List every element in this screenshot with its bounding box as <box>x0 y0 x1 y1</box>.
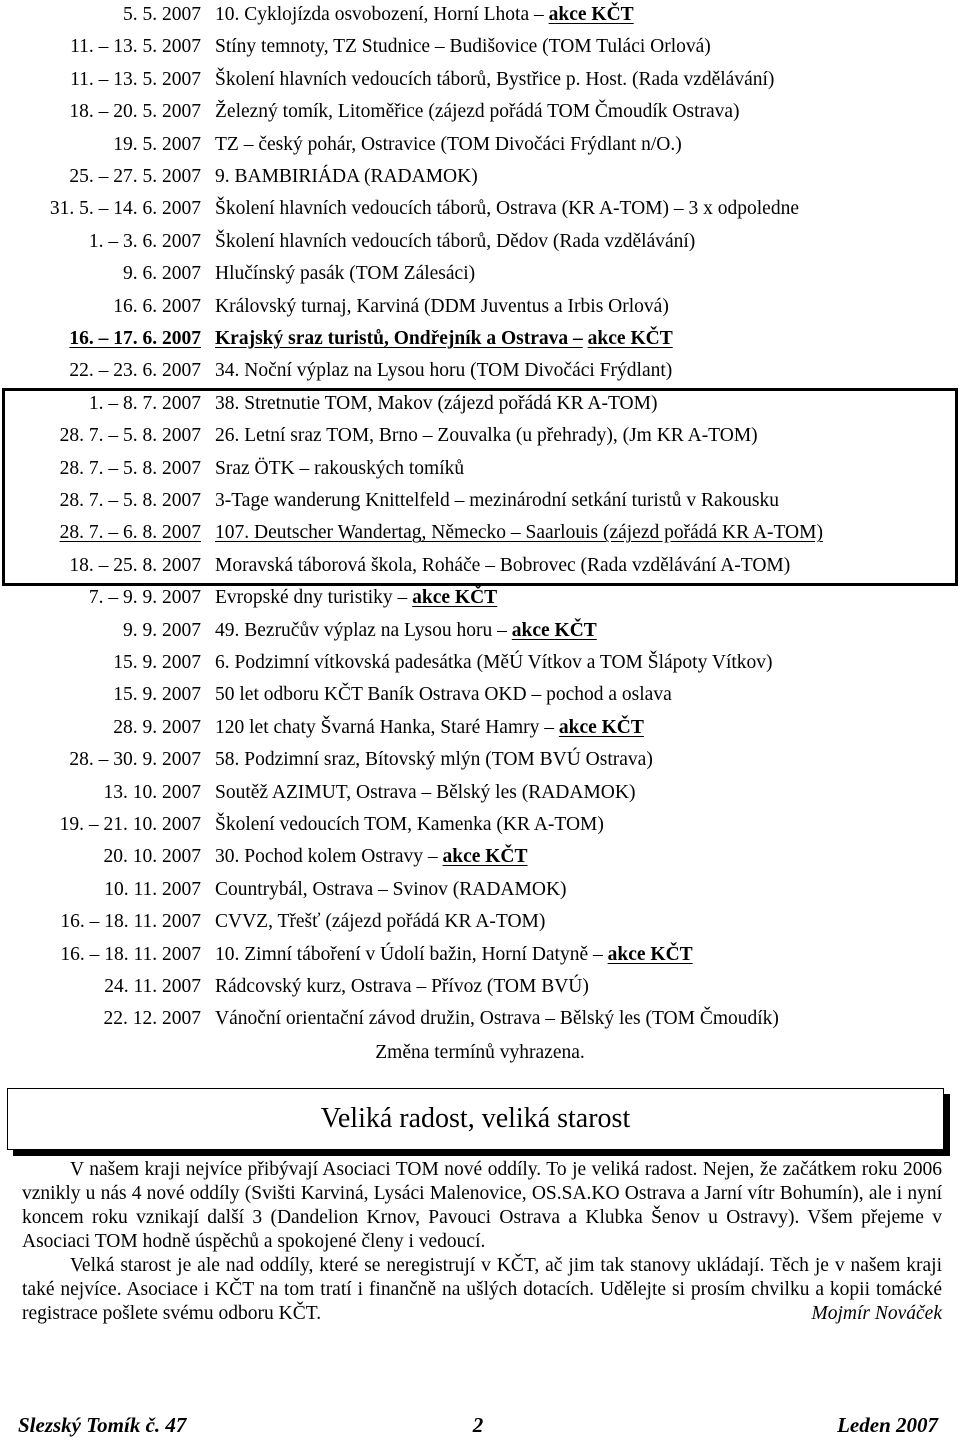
kct-event-tag: akce KČT <box>587 328 673 349</box>
event-row <box>0 0 960 30</box>
event-description <box>215 713 644 743</box>
page-number: 2 <box>472 1413 484 1437</box>
event-row <box>0 810 960 840</box>
event-date: 9. 6. 2007 <box>123 263 201 285</box>
event-date: 19. 5. 2007 <box>113 133 201 155</box>
event-row <box>0 259 960 289</box>
event-text: Stíny temnoty, TZ Studnice – Budišovice (TOM Tuláci Orlová) <box>215 36 711 58</box>
event-description <box>215 194 799 224</box>
event-date: 28. 7. – 5. 8. 2007 <box>59 425 201 447</box>
event-date: 1. – 8. 7. 2007 <box>88 392 201 414</box>
event-row <box>0 65 960 95</box>
event-text: Vánoční orientační závod družin, Ostrava – Bělský les (TOM Čmoudík) <box>215 1008 779 1030</box>
event-description <box>215 842 528 872</box>
event-description <box>215 130 682 160</box>
event-text: Moravská táborová škola, Roháče – Bobrovec (Rada vzdělávání A-TOM) <box>215 554 791 576</box>
event-row <box>0 356 960 386</box>
event-date: 16. – 17. 6. 2007 <box>69 328 201 349</box>
event-description <box>215 32 711 62</box>
event-text: Sraz ÖTK – rakouských tomíků <box>215 457 465 479</box>
event-description <box>215 875 567 905</box>
event-row <box>0 972 960 1002</box>
article-paragraph-text: Velká starost je ale nad oddíly, které se neregistrují v KČT, ač jim tak stanovy ukládají. Těch je v našem kraji také nejvíce. Asociace i KČT na tom tratí i finančně na ušlých dotacích. Udělejte si prosím chvilku a kopii tomácké registrace pošlete svému odboru KČT. <box>22 1255 942 1324</box>
event-date: 28. – 30. 9. 2007 <box>69 749 201 771</box>
event-text: 6. Podzimní vítkovská padesátka (MěÚ Vítkov a TOM Šlápoty Vítkov) <box>215 652 773 673</box>
event-text: TZ – český pohár, Ostravice (TOM Divočáci Frýdlant n/O.) <box>215 133 682 155</box>
event-description <box>215 259 475 289</box>
event-description <box>215 356 672 386</box>
event-text: 107. Deutscher Wandertag, Německo – Saarlouis (zájezd pořádá KR A-TOM) <box>215 522 823 544</box>
event-row <box>0 324 960 354</box>
event-text: 120 let chaty Švarná Hanka, Staré Hamry – <box>215 716 554 738</box>
event-row <box>0 940 960 970</box>
event-description <box>215 162 478 192</box>
event-date: 22. – 23. 6. 2007 <box>69 360 201 382</box>
event-text: 38. Stretnutie TOM, Makov (zájezd pořádá KR A-TOM) <box>215 392 658 414</box>
event-date: 13. 10. 2007 <box>103 781 201 803</box>
event-date: 1. – 3. 6. 2007 <box>88 230 201 252</box>
event-description <box>215 292 669 322</box>
event-date: 9. 9. 2007 <box>123 619 201 641</box>
event-row <box>0 778 960 808</box>
event-row <box>0 32 960 62</box>
event-date: 10. 11. 2007 <box>104 878 201 900</box>
event-date: 28. 7. – 5. 8. 2007 <box>59 457 201 479</box>
article-paragraph: V našem kraji nejvíce přibývají Asociaci TOM nové oddíly. To je veliká radost. Nejen, že začátkem roku 2006 vznikly u nás 4 nové oddíly (Svišti Karviná, Lysáci Malenovice, OS.SA.KO Ostrava a Jarní vítr Bohumín), ale i nyní koncem roku vznikají další 3 (Dandelion Krnov, Pavouci Ostrava a Klubka Šenov u Ostravy). Všem přejeme v Asociaci TOM hodně úspěchů a spokojené členy i vedoucí. <box>22 1159 942 1252</box>
event-date: 18. – 20. 5. 2007 <box>69 101 201 123</box>
event-text: Krajský sraz turistů, Ondřejník a Ostrava – <box>215 328 583 349</box>
event-description <box>215 65 774 95</box>
kct-event-tag: akce KČT <box>548 4 634 25</box>
event-text: Školení hlavních vedoucích táborů, Bystřice p. Host. (Rada vzdělávání) <box>215 68 775 90</box>
event-text: Školení hlavních vedoucích táborů, Dědov (Rada vzdělávání) <box>215 230 696 252</box>
event-row <box>0 648 960 678</box>
event-date: 16. 6. 2007 <box>113 295 201 317</box>
event-text: Hlučínský pasák (TOM Zálesáci) <box>215 263 476 285</box>
event-row <box>0 162 960 192</box>
event-text: 50 let odboru KČT Baník Ostrava OKD – pochod a oslava <box>215 684 672 706</box>
event-date: 18. – 25. 8. 2007 <box>69 554 201 576</box>
event-date: 15. 9. 2007 <box>113 652 201 673</box>
event-description <box>215 648 773 678</box>
event-date: 16. – 18. 11. 2007 <box>60 943 201 965</box>
event-text: Rádcovský kurz, Ostrava – Přívoz (TOM BVÚ) <box>215 976 589 997</box>
event-description <box>215 1004 779 1034</box>
article-author: Mojmír Nováček <box>811 1303 942 1324</box>
event-row <box>0 1004 960 1034</box>
event-date: 24. 11. 2007 <box>104 976 201 997</box>
event-date: 28. 7. – 5. 8. 2007 <box>59 490 201 511</box>
event-date: 11. – 13. 5. 2007 <box>70 36 201 58</box>
event-date: 31. 5. – 14. 6. 2007 <box>49 198 201 220</box>
schedule-change-note: Změna termínů vyhrazena. <box>375 1042 585 1063</box>
summer-events-frame <box>2 388 958 586</box>
event-description <box>215 324 673 354</box>
event-row <box>0 194 960 224</box>
event-row <box>0 97 960 127</box>
event-text: Železný tomík, Litoměřice (zájezd pořádá TOM Čmoudík Ostrava) <box>215 101 740 123</box>
event-text: Školení hlavních vedoucích táborů, Ostrava (KR A-TOM) – 3 x odpoledne <box>215 198 799 220</box>
event-row <box>0 875 960 905</box>
event-date: 5. 5. 2007 <box>123 4 201 25</box>
event-row <box>0 745 960 775</box>
event-description <box>215 972 589 1002</box>
event-description <box>215 778 635 808</box>
magazine-issue: Slezský Tomík č. 47 <box>18 1413 187 1437</box>
event-row <box>0 842 960 872</box>
event-description <box>215 907 545 937</box>
event-text: CVVZ, Třešť (zájezd pořádá KR A-TOM) <box>215 911 546 933</box>
article-header-box <box>7 1088 944 1150</box>
event-description <box>215 940 693 970</box>
event-text: 3-Tage wanderung Knittelfeld – mezinárodní setkání turistů v Rakousku <box>215 490 779 511</box>
event-row <box>0 713 960 743</box>
event-text: Countrybál, Ostrava – Svinov (RADAMOK) <box>215 878 567 900</box>
event-date: 28. 7. – 6. 8. 2007 <box>59 522 201 544</box>
event-description <box>215 810 604 840</box>
event-date: 28. 9. 2007 <box>113 716 201 738</box>
event-text: 10. Zimní táboření v Údolí bažin, Horní Datyně – <box>215 943 603 965</box>
event-date: 22. 12. 2007 <box>103 1008 201 1030</box>
event-description <box>215 227 695 257</box>
event-date: 20. 10. 2007 <box>103 846 201 868</box>
event-description <box>215 616 597 646</box>
event-date: 25. – 27. 5. 2007 <box>69 166 201 187</box>
event-description <box>215 680 672 710</box>
event-text: Školení vedoucích TOM, Kamenka (KR A-TOM) <box>215 814 604 835</box>
event-text: 10. Cyklojízda osvobození, Horní Lhota – <box>215 4 544 25</box>
event-text: Evropské dny turistiky – <box>215 587 408 609</box>
page-footer <box>18 1410 938 1440</box>
issue-date: Leden 2007 <box>837 1413 938 1437</box>
event-text: 49. Bezručův výplaz na Lysou horu – <box>215 619 507 641</box>
kct-event-tag: akce KČT <box>511 619 597 641</box>
article-title: Veliká radost, veliká starost <box>320 1103 631 1134</box>
event-description <box>215 97 740 127</box>
event-description <box>215 583 497 613</box>
kct-event-tag: akce KČT <box>412 587 498 609</box>
event-description <box>215 745 653 775</box>
event-text: 34. Noční výplaz na Lysou horu (TOM Divočáci Frýdlant) <box>215 360 673 382</box>
event-date: 19. – 21. 10. 2007 <box>59 814 201 835</box>
event-date: 16. – 18. 11. 2007 <box>60 911 201 933</box>
kct-event-tag: akce KČT <box>558 716 644 738</box>
event-text: Královský turnaj, Karviná (DDM Juventus a Irbis Orlová) <box>215 295 669 317</box>
event-date: 11. – 13. 5. 2007 <box>70 68 201 90</box>
event-text: 26. Letní sraz TOM, Brno – Zouvalka (u přehrady), (Jm KR A-TOM) <box>215 425 758 447</box>
event-date: 7. – 9. 9. 2007 <box>88 587 201 609</box>
event-row <box>0 907 960 937</box>
event-text: 30. Pochod kolem Ostravy – <box>215 846 438 868</box>
event-text: 9. BAMBIRIÁDA (RADAMOK) <box>215 166 478 187</box>
article-body <box>22 1158 942 1326</box>
article-paragraph <box>22 1254 942 1326</box>
event-row <box>0 227 960 257</box>
event-date: 15. 9. 2007 <box>113 684 201 706</box>
event-row <box>0 680 960 710</box>
event-row <box>0 130 960 160</box>
event-row <box>0 292 960 322</box>
event-row <box>0 616 960 646</box>
event-description <box>215 0 634 30</box>
event-row <box>0 583 960 613</box>
kct-event-tag: akce KČT <box>442 846 528 868</box>
event-text: 58. Podzimní sraz, Bítovský mlýn (TOM BVÚ Ostrava) <box>215 749 653 771</box>
kct-event-tag: akce KČT <box>607 943 693 965</box>
event-text: Soutěž AZIMUT, Ostrava – Bělský les (RADAMOK) <box>215 781 636 803</box>
